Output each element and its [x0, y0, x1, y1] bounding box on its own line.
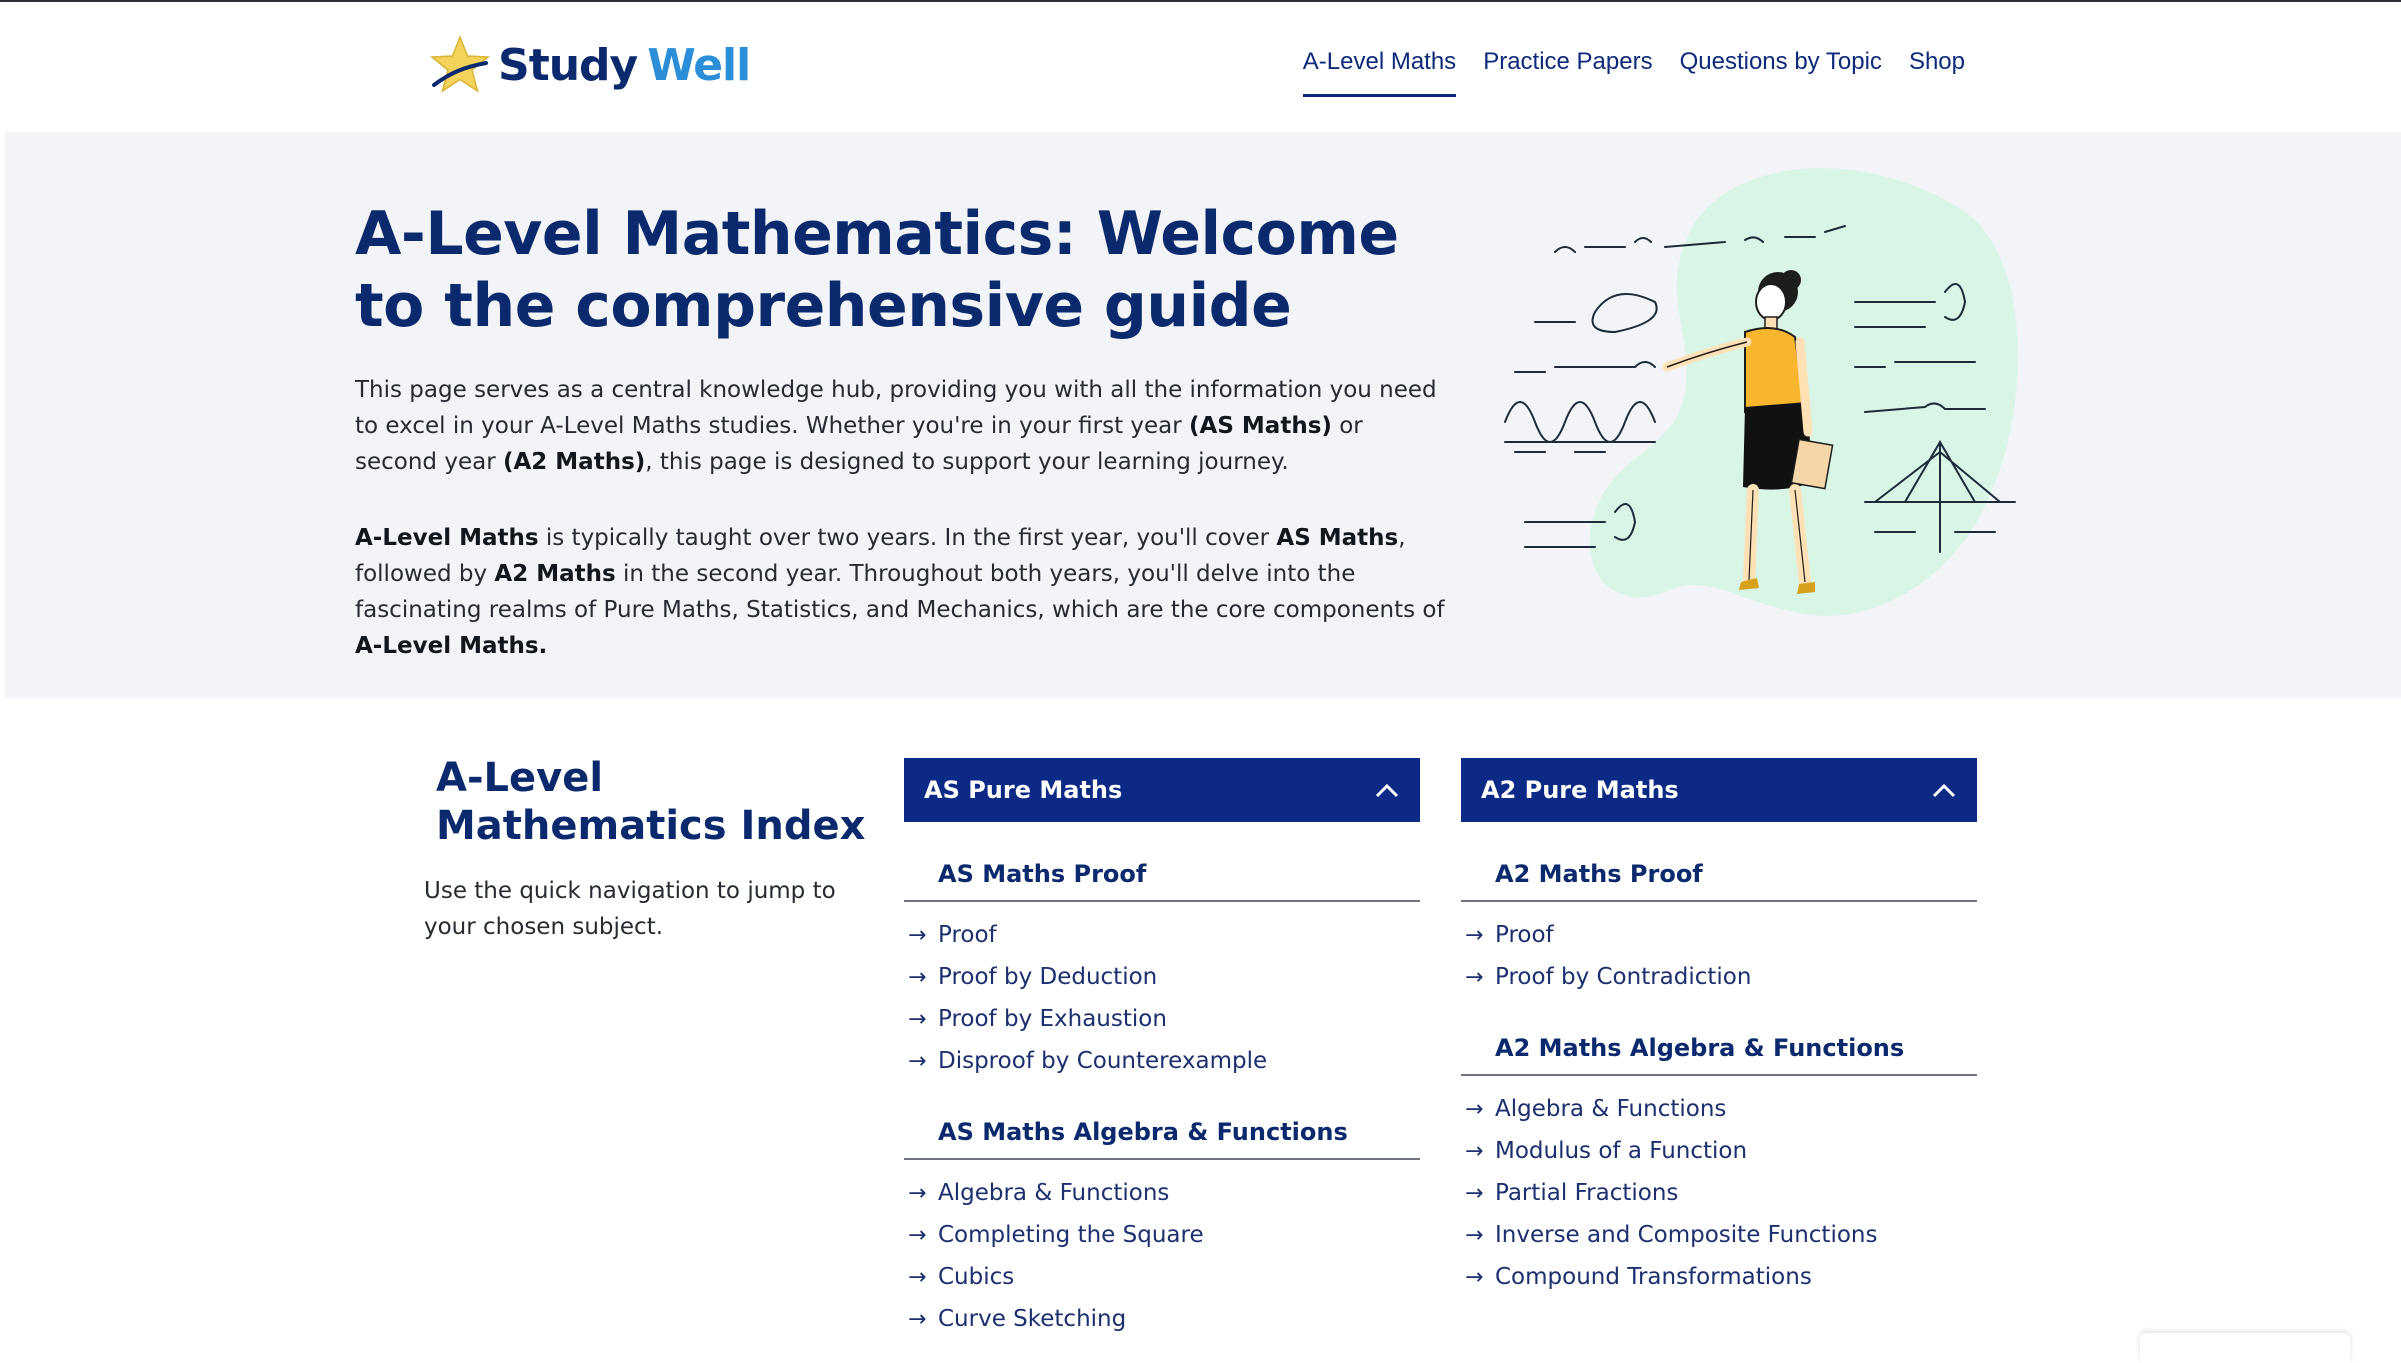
teacher-illustration [1495, 152, 2035, 672]
topic-list [904, 1172, 1420, 1340]
text: This page serves as a central knowledge hub, providing you with all the information you need to excel in your A-Level Maths studies. Whether you're in your first year [355, 377, 1437, 439]
arrow-right-icon: → [908, 1180, 927, 1206]
topic-link[interactable] [1461, 1088, 1977, 1130]
topic-link[interactable] [1461, 1214, 1977, 1256]
section-title: A2 Maths Algebra & Functions [1461, 1034, 1977, 1076]
a2-sections [1461, 860, 1977, 1298]
arrow-right-icon: → [1465, 1096, 1484, 1122]
topic-link-label: Cubics [938, 1264, 1015, 1290]
topic-link-label: Compound Transformations [1495, 1264, 1812, 1290]
topic-link[interactable] [904, 998, 1420, 1040]
topic-link[interactable] [1461, 1256, 1977, 1298]
section-title: AS Maths Algebra & Functions [904, 1118, 1420, 1160]
topic-link[interactable] [1461, 1172, 1977, 1214]
nav-shop[interactable]: Shop [1908, 48, 1965, 75]
topic-list [1461, 914, 1977, 998]
index-title: A-Level Mathematics Index [436, 755, 866, 849]
arrow-right-icon: → [908, 1306, 927, 1332]
topic-link-label: Disproof by Counterexample [938, 1048, 1268, 1074]
bold-text: A-Level Maths. [355, 633, 548, 659]
topic-link-label: Curve Sketching [938, 1306, 1127, 1332]
intro-paragraph-1 [355, 372, 1445, 480]
nav-a-level-maths[interactable]: A-Level Maths [1303, 48, 1456, 97]
index-subtitle: Use the quick navigation to jump to your chosen subject. [424, 878, 836, 940]
topic-link-label: Completing the Square [938, 1222, 1204, 1248]
section-spacer [1461, 998, 1977, 1034]
logo-wordmark [498, 40, 750, 91]
text: or second year [355, 413, 1363, 475]
arrow-right-icon: → [908, 964, 927, 990]
arrow-right-icon: → [908, 1264, 927, 1290]
as-sections [904, 860, 1420, 1340]
topic-link[interactable] [904, 1298, 1420, 1340]
a2-pure-maths-accordion-header[interactable] [1461, 758, 1977, 822]
topic-link-label: Partial Fractions [1495, 1180, 1679, 1206]
topic-link[interactable] [904, 914, 1420, 956]
topic-link-label: Algebra & Functions [1495, 1096, 1727, 1122]
arrow-right-icon: → [908, 1048, 927, 1074]
bold-text: A2 Maths [494, 561, 616, 587]
nav-practice-papers[interactable]: Practice Papers [1483, 48, 1653, 75]
arrow-right-icon: → [1465, 1264, 1484, 1290]
topic-link[interactable] [1461, 914, 1977, 956]
topic-link[interactable] [904, 956, 1420, 998]
arrow-right-icon: → [1465, 1222, 1484, 1248]
as-pure-maths-accordion-header[interactable] [904, 758, 1420, 822]
accordion-title: A2 Pure Maths [1481, 776, 1679, 804]
nav-questions-by-topic[interactable]: Questions by Topic [1679, 48, 1882, 75]
topic-link[interactable] [904, 1256, 1420, 1298]
site-logo[interactable] [428, 30, 750, 100]
arrow-right-icon: → [1465, 1180, 1484, 1206]
topic-link-label: Proof [938, 922, 997, 948]
topic-link[interactable] [1461, 1130, 1977, 1172]
logo-study: Study [498, 39, 638, 91]
text: in the second year. Throughout both years, you'll delve into the fascinating realms of Pure Maths, Statistics, and Mechanics, which are the core components of [355, 561, 1445, 623]
topic-link-label: Modulus of a Function [1495, 1138, 1748, 1164]
bold-text: A-Level Maths [355, 525, 539, 551]
bold-text: (A2 Maths) [502, 449, 646, 475]
topic-link-label: Proof by Deduction [938, 964, 1158, 990]
page-title: A-Level Mathematics: Welcome to the comprehensive guide [355, 199, 1399, 341]
as-pure-maths-column [904, 758, 1420, 1340]
a2-pure-maths-column [1461, 758, 1977, 1298]
arrow-right-icon: → [1465, 922, 1484, 948]
topic-link[interactable] [904, 1040, 1420, 1082]
arrow-right-icon: → [908, 1222, 927, 1248]
topic-link-label: Proof by Exhaustion [938, 1006, 1167, 1032]
chevron-up-icon[interactable] [1931, 781, 1957, 799]
intro-paragraph-2 [355, 520, 1445, 664]
section-title: AS Maths Proof [904, 860, 1420, 902]
section-spacer [904, 1082, 1420, 1118]
accordion-title: AS Pure Maths [924, 776, 1123, 804]
bold-text: AS Maths [1276, 525, 1399, 551]
arrow-right-icon: → [1465, 1138, 1484, 1164]
text: is typically taught over two years. In the first year, you'll cover [538, 525, 1277, 551]
topic-list [904, 914, 1420, 1082]
topic-link[interactable] [1461, 956, 1977, 998]
topic-link-label: Algebra & Functions [938, 1180, 1170, 1206]
topic-list [1461, 1088, 1977, 1298]
topic-link-label: Inverse and Composite Functions [1495, 1222, 1878, 1248]
main-nav [1303, 48, 1965, 97]
chevron-up-icon[interactable] [1374, 781, 1400, 799]
hero-section [5, 132, 2401, 698]
topic-link[interactable] [904, 1172, 1420, 1214]
topic-link-label: Proof by Contradiction [1495, 964, 1752, 990]
bold-text: (AS Maths) [1189, 413, 1332, 439]
text: , this page is designed to support your learning journey. [645, 449, 1289, 475]
site-header [0, 2, 2401, 132]
text: , followed by [355, 525, 1406, 587]
arrow-right-icon: → [1465, 964, 1484, 990]
topic-link[interactable] [904, 1214, 1420, 1256]
arrow-right-icon: → [908, 1006, 927, 1032]
topic-link-label: Proof [1495, 922, 1554, 948]
floating-widget[interactable] [2140, 1333, 2350, 1363]
section-title: A2 Maths Proof [1461, 860, 1977, 902]
star-icon [428, 33, 492, 97]
arrow-right-icon: → [908, 922, 927, 948]
logo-well: Well [647, 39, 751, 91]
